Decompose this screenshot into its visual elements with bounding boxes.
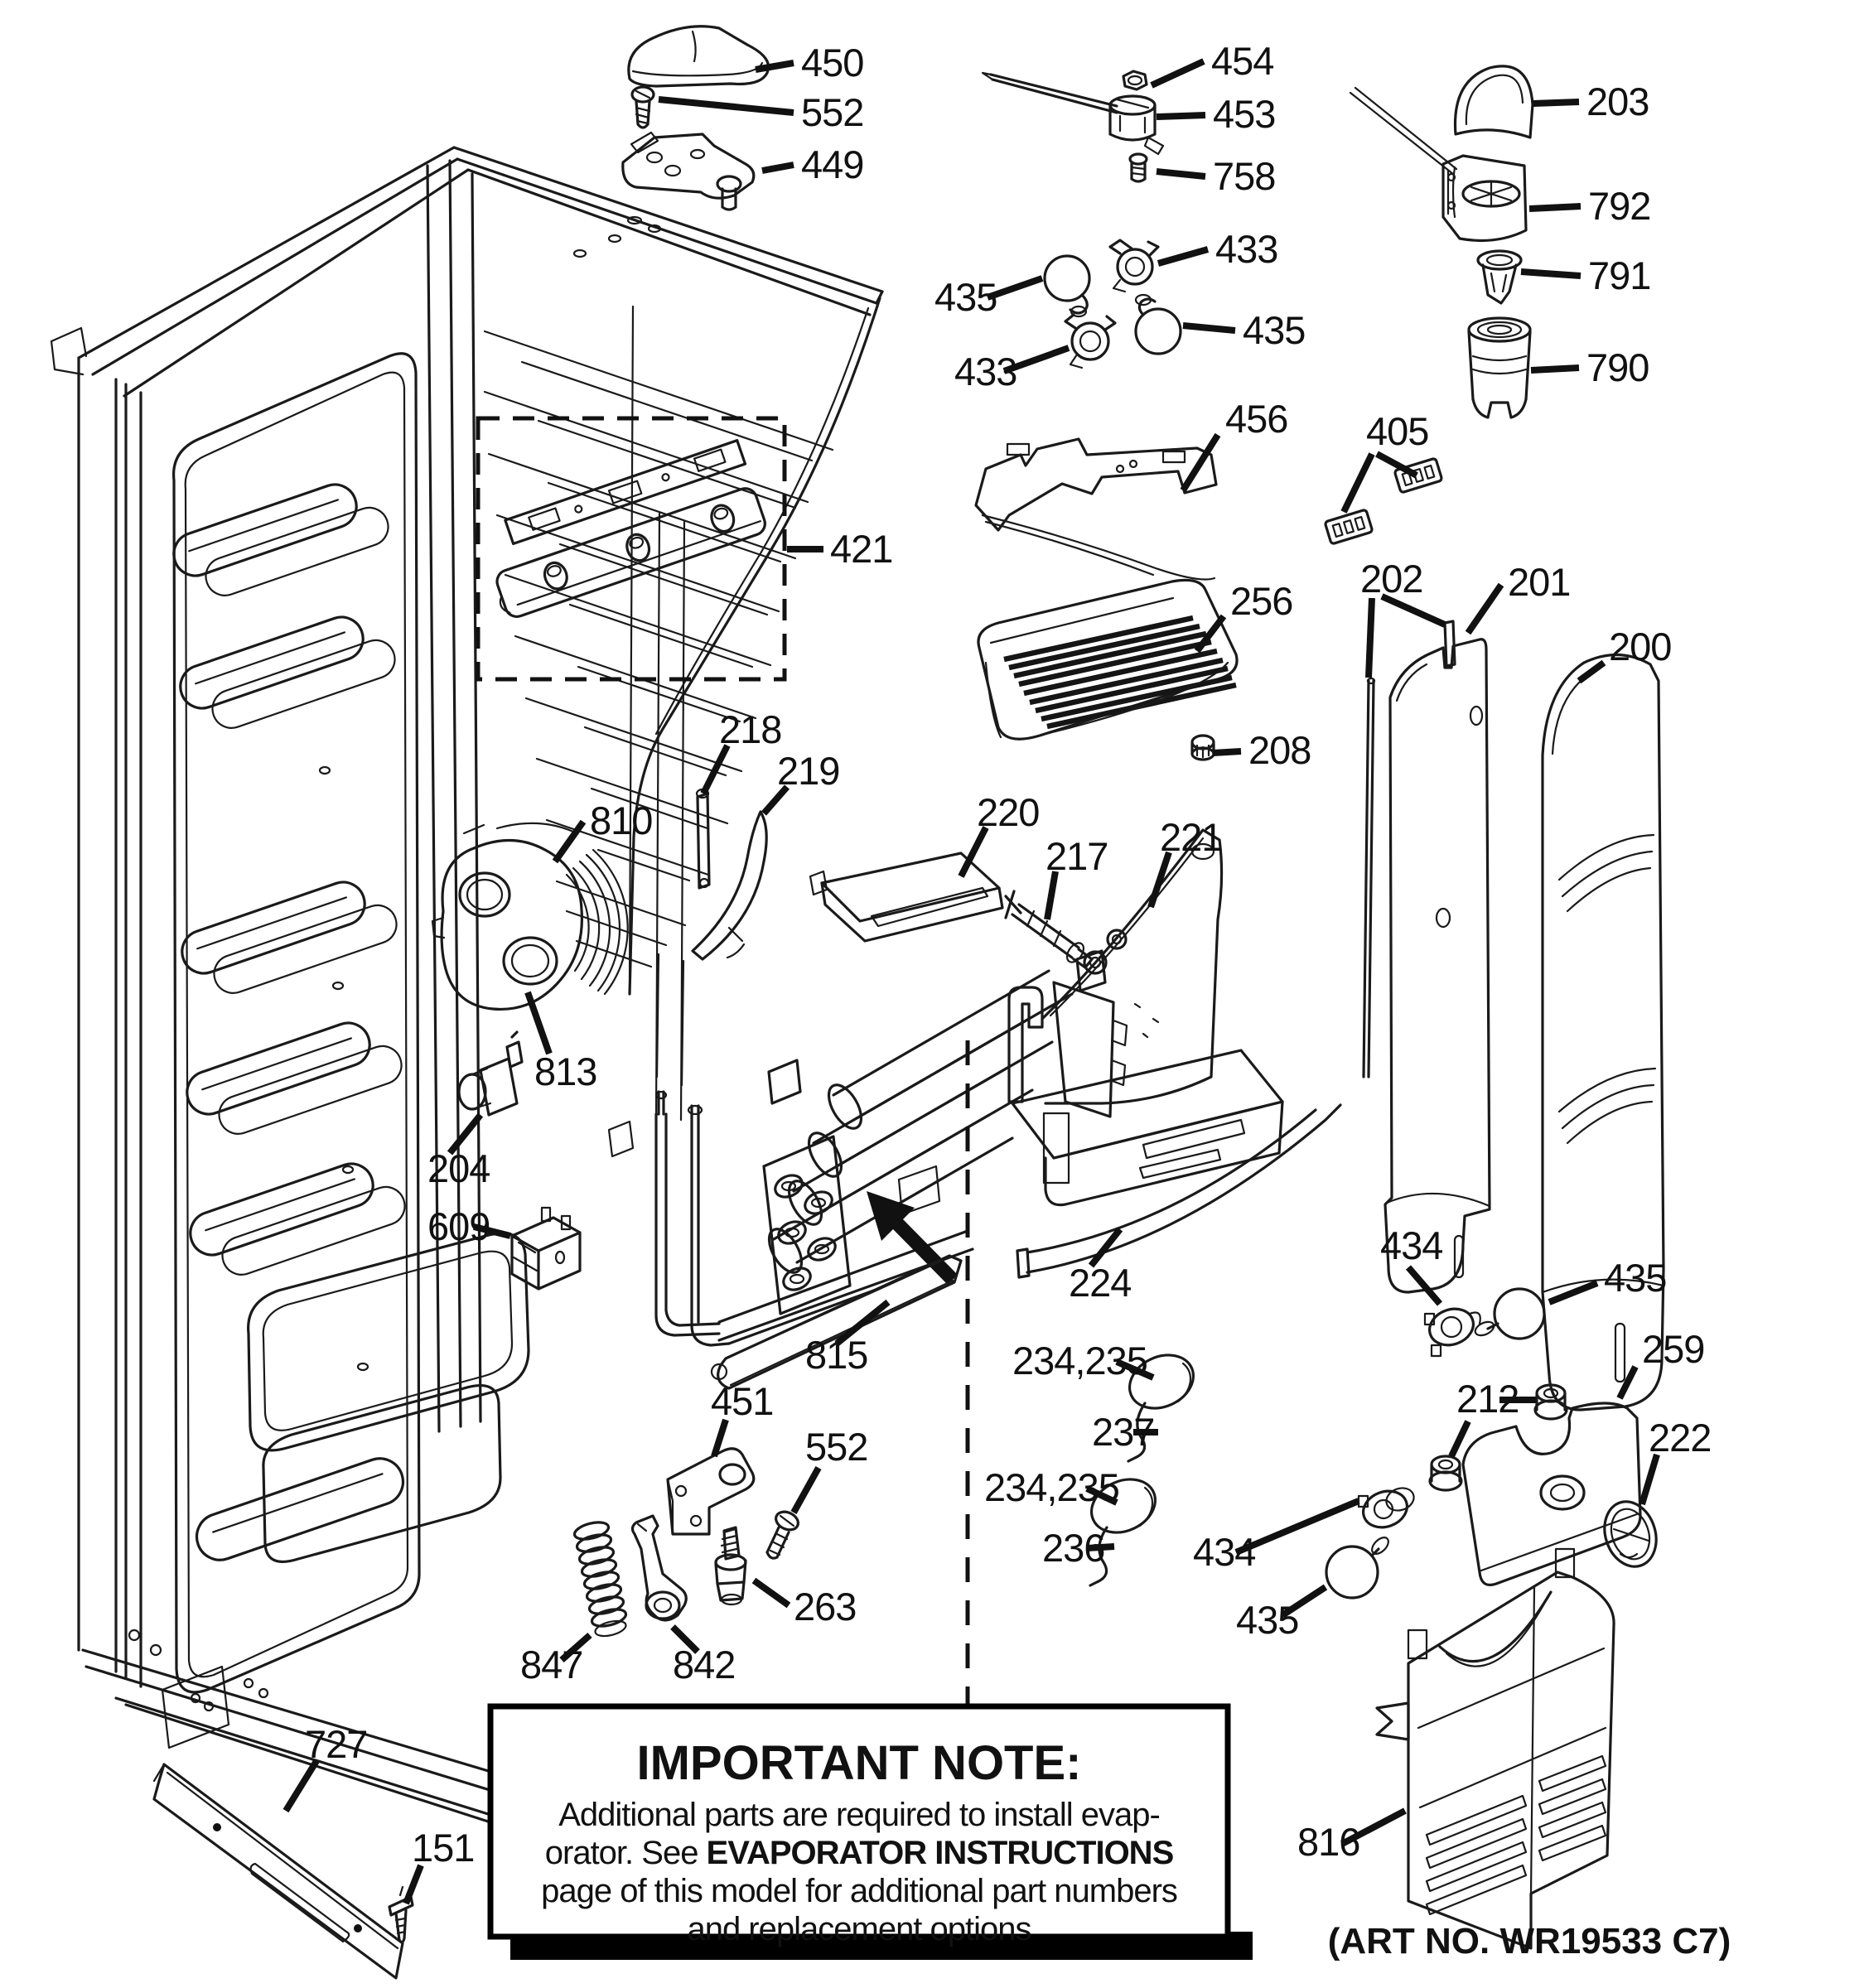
part-810-fan-coil [432, 823, 628, 1010]
part-212-grommet-b [1430, 1456, 1461, 1490]
leader-line-212 [1451, 1421, 1468, 1456]
leader-line-449 [762, 165, 794, 171]
art-number: (ART NO. WR19533 C7) [1327, 1921, 1731, 1961]
leader-line-259 [1620, 1367, 1635, 1398]
part-label-435: 435 [1604, 1256, 1667, 1300]
part-label-435: 435 [934, 275, 997, 319]
leader-line-202 [1382, 596, 1445, 625]
part-816-cover [1377, 1549, 1614, 1948]
leader-line-201 [1468, 585, 1501, 633]
note-line-1: Additional parts are required to install evap- [558, 1797, 1160, 1833]
part-label-435: 435 [1243, 308, 1306, 352]
leader-line-221 [1151, 852, 1169, 907]
part-label-847: 847 [520, 1643, 583, 1686]
evaporator-assembly [609, 951, 1127, 1345]
part-433-socket-a [1110, 240, 1158, 292]
part-label-219: 219 [777, 749, 840, 793]
leader-line-813 [528, 992, 549, 1054]
part-454-nut [1123, 71, 1147, 89]
part-label-552: 552 [801, 90, 864, 134]
leader-line-202 [1369, 598, 1372, 678]
part-label-433: 433 [954, 350, 1017, 393]
part-label-204: 204 [427, 1146, 490, 1190]
door-shelves [168, 471, 410, 1566]
note-line-3: page of this model for additional part numbers [541, 1873, 1177, 1909]
leader-line-433 [1158, 249, 1208, 263]
note-line-4: and replacement options [687, 1911, 1031, 1947]
part-259-light-shield [1463, 1403, 1640, 1585]
part-790-filter-cartridge [1469, 318, 1530, 417]
part-label-435: 435 [1236, 1598, 1299, 1642]
part-552-screw-top [632, 87, 654, 128]
part-791-adapter [1478, 251, 1521, 303]
part-203-cap [1456, 66, 1533, 138]
part-label-552: 552 [805, 1425, 868, 1469]
part-758-screw [1130, 154, 1147, 181]
part-405-clips [1325, 458, 1442, 544]
part-727-kickplate [154, 1764, 403, 1978]
part-label-727: 727 [305, 1722, 368, 1766]
part-256-grille [978, 580, 1237, 739]
part-263-stud [716, 1527, 746, 1604]
part-456-frame [976, 439, 1216, 580]
leader-line-151 [406, 1865, 421, 1904]
part-label-449: 449 [801, 142, 864, 186]
part-204-plug [459, 1032, 522, 1115]
leader-line-790 [1531, 368, 1579, 370]
part-label-203: 203 [1586, 80, 1649, 123]
part-449-bracket [623, 133, 754, 210]
part-label-218: 218 [719, 707, 782, 751]
part-label-456: 456 [1225, 397, 1288, 441]
part-label-791: 791 [1588, 253, 1651, 297]
part-435-bulb-b [1136, 295, 1181, 354]
part-433-socket-b [1065, 315, 1115, 368]
part-220-tray [810, 853, 1002, 941]
part-label-220: 220 [977, 790, 1040, 834]
part-label-259: 259 [1642, 1327, 1705, 1371]
part-label-810: 810 [590, 799, 653, 842]
part-label-758: 758 [1213, 154, 1276, 198]
part-label-208: 208 [1248, 728, 1311, 772]
leader-line-222 [1642, 1455, 1657, 1504]
part-224-rail [1017, 1105, 1340, 1277]
part-label-405: 405 [1366, 409, 1429, 453]
part-label-263: 263 [794, 1585, 857, 1629]
part-792-filter-holder [1350, 88, 1526, 240]
part-435-bulb-a [1045, 256, 1089, 316]
important-note-box [490, 1040, 1256, 1960]
part-label-454: 454 [1211, 39, 1274, 83]
part-label-212: 212 [1456, 1377, 1519, 1421]
part-label-790: 790 [1586, 345, 1649, 389]
leader-line-454 [1152, 61, 1204, 85]
part-label-256: 256 [1230, 579, 1293, 623]
part-label-453: 453 [1213, 92, 1276, 136]
part-label-421: 421 [830, 527, 893, 571]
part-label-609: 609 [427, 1204, 490, 1248]
part-label-434: 434 [1380, 1223, 1443, 1267]
note-line-2: orator. See EVAPORATOR INSTRUCTIONS [544, 1835, 1174, 1871]
leader-line-434 [1408, 1267, 1440, 1304]
part-842-lever [632, 1516, 686, 1620]
part-label-813: 813 [534, 1049, 597, 1093]
part-label-451: 451 [711, 1379, 774, 1423]
part-208-nut [1192, 736, 1214, 760]
leader-line-758 [1157, 171, 1205, 176]
part-label-221: 221 [1160, 815, 1223, 859]
part-label-234,235: 234,235 [1012, 1339, 1147, 1382]
leader-line-792 [1529, 206, 1581, 209]
part-label-151: 151 [412, 1826, 475, 1870]
leader-line-453 [1157, 115, 1205, 117]
leader-line-552 [659, 99, 794, 113]
part-label-842: 842 [673, 1643, 736, 1686]
part-label-202: 202 [1360, 557, 1423, 601]
part-label-201: 201 [1508, 560, 1571, 604]
leader-line-405 [1344, 454, 1372, 512]
part-451-bracket [668, 1449, 754, 1534]
evaporator-tubes [763, 971, 1072, 1278]
leader-line-203 [1533, 102, 1579, 104]
leader-line-552 [794, 1468, 819, 1513]
part-552-screw-lower [767, 1508, 801, 1558]
part-434-socket-bottom [1358, 1484, 1417, 1533]
part-label-433: 433 [1215, 227, 1278, 271]
part-201-panel [1385, 639, 1490, 1292]
leader-line-263 [754, 1580, 789, 1605]
part-label-815: 815 [805, 1333, 868, 1377]
leader-line-220 [961, 828, 986, 876]
leader-line-727 [286, 1761, 316, 1811]
leader-line-208 [1213, 751, 1241, 753]
part-label-816: 816 [1297, 1820, 1360, 1864]
part-label-450: 450 [801, 41, 864, 84]
leader-line-217 [1047, 871, 1055, 919]
part-435-bulb-right [1473, 1289, 1544, 1339]
part-label-237: 237 [1092, 1410, 1155, 1454]
part-label-222: 222 [1649, 1416, 1712, 1460]
part-202-tube [1364, 621, 1455, 1077]
part-label-234,235: 234,235 [984, 1465, 1119, 1509]
part-222-cap [1596, 1495, 1664, 1574]
leader-line-200 [1579, 663, 1604, 681]
part-450-shield [629, 27, 769, 86]
part-label-236: 236 [1042, 1526, 1105, 1570]
leader-line-435 [1549, 1283, 1597, 1302]
part-label-224: 224 [1069, 1261, 1132, 1305]
part-609-switch [512, 1208, 580, 1289]
leader-line-435 [1183, 326, 1235, 331]
leader-line-791 [1521, 272, 1581, 276]
part-label-217: 217 [1045, 834, 1108, 878]
part-435-bulb-bottom [1326, 1535, 1391, 1598]
note-title: IMPORTANT NOTE: [636, 1736, 1082, 1790]
part-label-200: 200 [1609, 625, 1672, 668]
part-label-792: 792 [1588, 184, 1651, 228]
part-847-spring [572, 1519, 627, 1638]
part-434-socket-right [1424, 1303, 1480, 1356]
part-label-434: 434 [1193, 1530, 1256, 1574]
